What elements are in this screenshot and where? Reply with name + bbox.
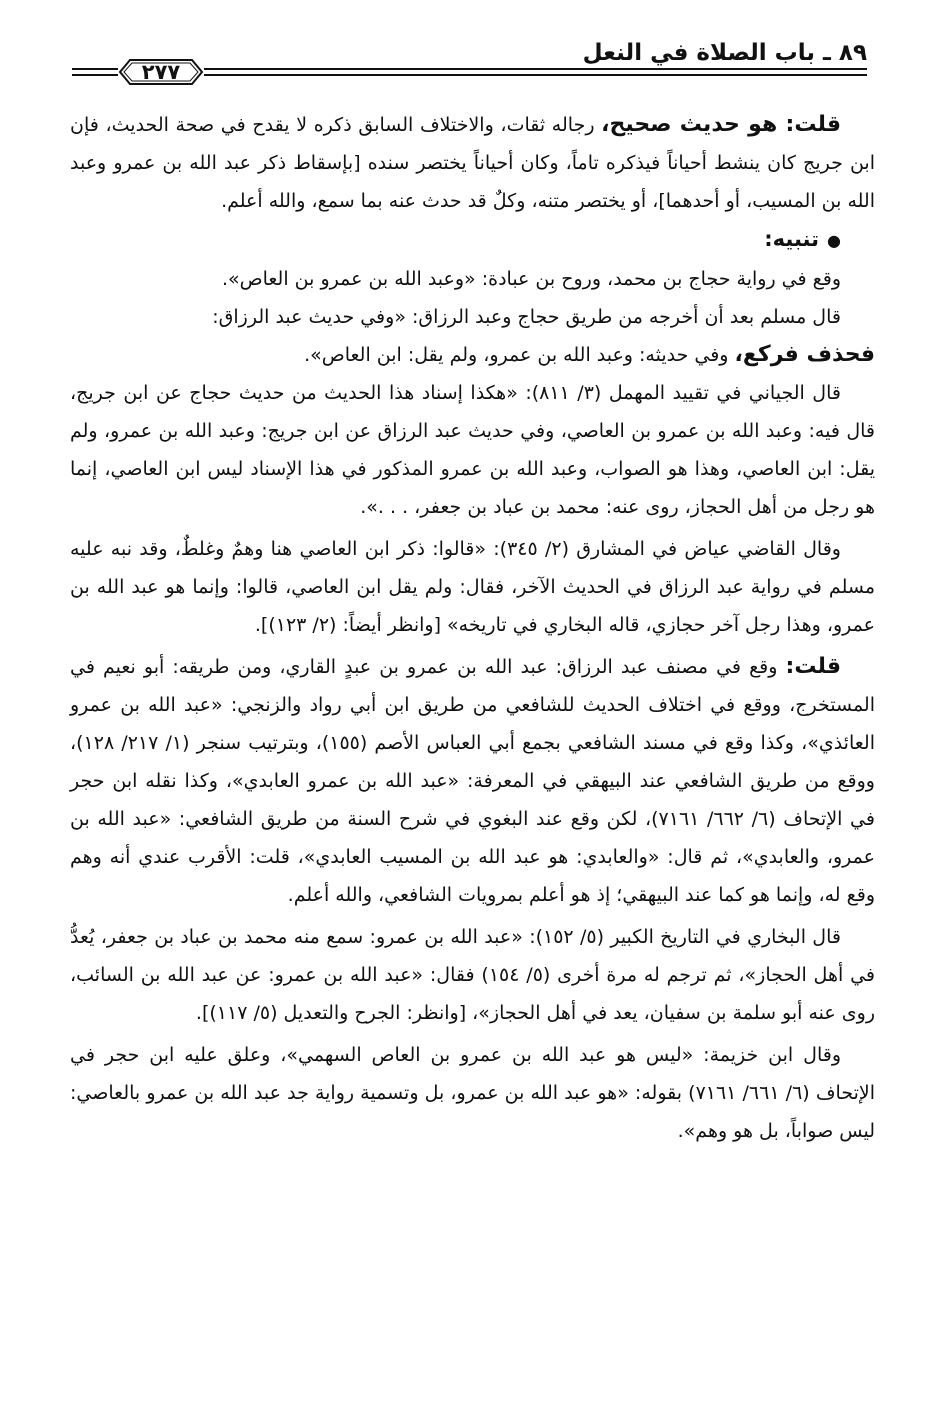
paragraph-ibn-khuzayma: وقال ابن خزيمة: «ليس هو عبد الله بن عمرو بن العاص السهمي»، وعلق عليه ابن حجر في الإتحاف (٦/ ٦٦١/ ٧١٦١) بقوله: «هو عبد الله بن عمرو، بل وتسمية رواية جد عبد الله بن عمرو بالعاصي: ليس صواباً، بل هو وهم».: [70, 1044, 875, 1142]
qultu-lead: قلت:: [785, 654, 841, 679]
qultu-text: وقع في مصنف عبد الرزاق: عبد الله بن عمرو بن عبدٍ القاري، ومن طريقه: أبو نعيم في المستخرج، ووقع في اختلاف الحديث للشافعي من طريق ابن أبي رواد والزنجي: «عبد الله بن عمرو العائذي»، وكذا وقع في مسند الشافعي بجمع أبي العباس الأصم (١٥٥)، وبترتيب سنجر (١/ ٢١٧/ ١٢٨)، ووقع من طريق الشافعي عند البيهقي في المعرفة: «عبد الله بن عمرو العابدي»، وكذا نقله ابن حجر في الإتحاف (٦/ ٦٦٢/ ٧١٦١)، لكن وقع عند البغوي في شرح السنة من طريق الشافعي: «عبد الله بن عمرو، والعابدي»، ثم قال: «والعابدي: هو عبد الله بن المسيب العابدي»، قلت: الأقرب عندي أنه وهم وقع له، وإنما هو كما عند البيهقي؛ إذ هو أعلم بمرويات الشافعي، والله أعلم.: [70, 656, 875, 906]
quote-text: وفي حديثه: وعبد الله بن عمرو، ولم يقل: ابن العاص».: [304, 344, 735, 366]
page-body: [70, 106, 875, 1150]
paragraph-muslim: قال مسلم بعد أن أخرجه من طريق حجاج وعبد الرزاق: «وفي حديث عبد الرزاق:: [212, 306, 841, 328]
running-head: ٨٩ ـ باب الصلاة في النعل: [582, 40, 867, 66]
bullet-icon: ●: [827, 231, 841, 250]
paragraph-iyad: وقال القاضي عياض في المشارق (٢/ ٣٤٥): «قالوا: ذكر ابن العاصي هنا وهمٌ وغلطٌ، وقد نبه عليه مسلم في رواية عبد الرزاق في الحديث الآخر، فقال: ولم يقل ابن العاصي، قالوا: وإنما هو عبد الله بن عمرو، وهذا رجل آخر حجازي، قاله البخاري في تاريخه» [وانظر أيضاً: (٢/ ١٢٣)].: [70, 538, 875, 636]
paragraph-jayyani: قال الجياني في تقييد المهمل (٣/ ٨١١): «هكذا إسناد هذا الحديث من حديث حجاج عن ابن جريج، قال فيه: وعبد الله بن عمرو بن العاصي، وفي حديث عبد الرزاق عن ابن جريج: وعبد الله بن عمرو، ولم يقل: ابن العاصي، وهذا هو الصواب، وعبد الله بن عمرو المذكور في هذا الإسناد ليس ابن العاصي، إنما هو رجل من أهل الحجاز، روى عنه: محمد بن عباد بن جعفر، . . .».: [70, 382, 875, 518]
note-heading: [70, 220, 875, 260]
header-double-rule-left: [72, 68, 118, 76]
paragraph-qultu: [70, 648, 875, 914]
page-number-ornament: [118, 54, 204, 90]
header-double-rule: [204, 68, 867, 76]
paragraph-muslim-quote: [70, 336, 875, 374]
page-number: ٢٧٧: [141, 60, 181, 84]
quote-lead: فحذف فركع،: [734, 342, 875, 367]
paragraph-riwaya: وقع في رواية حجاج بن محمد، وروح بن عبادة: «وعبد الله بن عمرو بن العاص».: [221, 268, 841, 290]
paragraph-verdict: [70, 106, 875, 220]
note-label: تنبيه:: [764, 227, 820, 251]
verdict-lead: قلت: هو حديث صحيح،: [601, 112, 841, 137]
verdict-text: رجاله ثقات، والاختلاف السابق ذكره لا يقدح في صحة الحديث، فإن ابن جريج كان ينشط أحياناً فيذكره تاماً، وكان أحياناً يختصر سنده [بإسقاط ذكر عبد الله بن عمرو وعبد الله بن المسيب، أو أحدهما]، أو يختصر متنه، وكلٌ قد حدث عنه بما سمع، والله أعلم.: [70, 114, 875, 212]
paragraph-bukhari: قال البخاري في التاريخ الكبير (٥/ ١٥٢): «عبد الله بن عمرو: سمع منه محمد بن عباد بن جعفر، يُعدُّ في أهل الحجاز»، ثم ترجم له مرة أخرى (٥/ ١٥٤) فقال: «عبد الله بن عمرو: عن عبد الله بن السائب، روى عنه أبو سلمة بن سفيان، يعد في أهل الحجاز»، [وانظر: الجرح والتعديل (٥/ ١١٧)].: [70, 926, 876, 1024]
